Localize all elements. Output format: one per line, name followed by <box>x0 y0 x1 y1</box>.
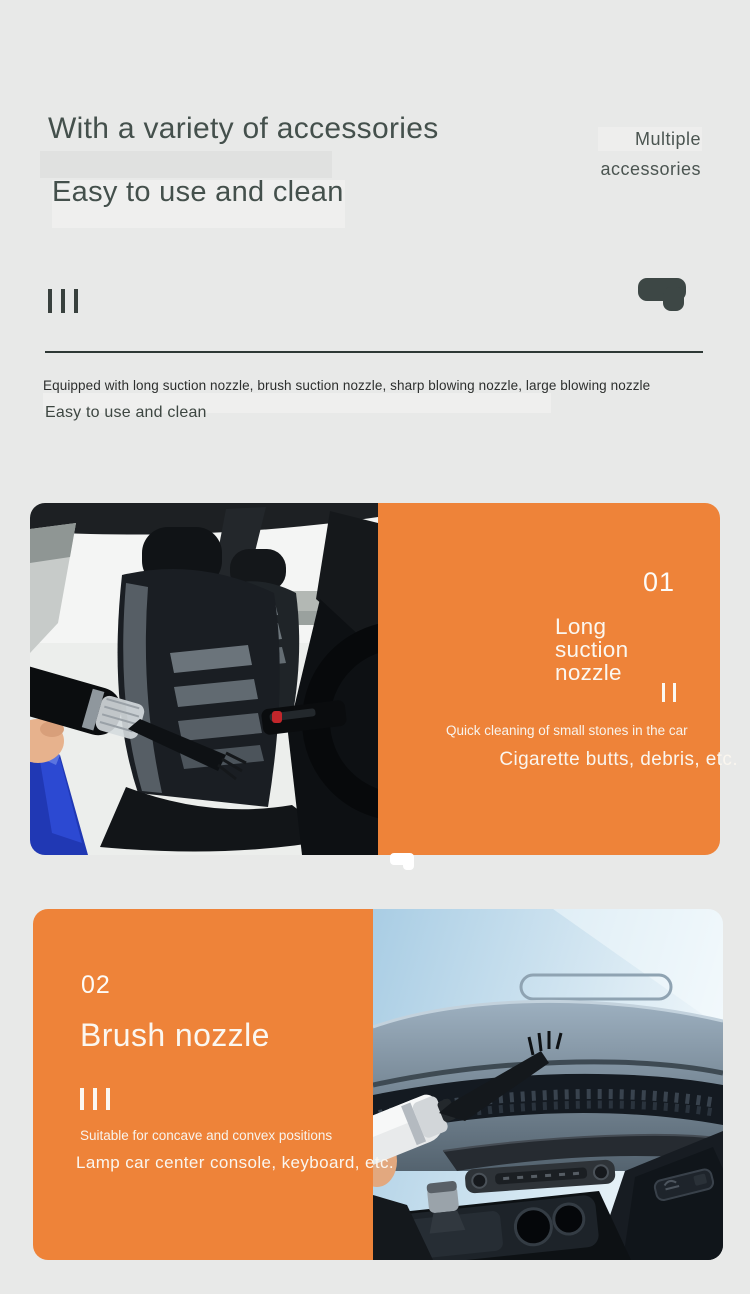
decorative-bars <box>80 1088 110 1110</box>
card2-desc2: Lamp car center console, keyboard, etc. <box>76 1153 394 1172</box>
decorative-bars <box>662 683 676 702</box>
side-note-line2: accessories <box>600 159 701 179</box>
page-title: With a variety of accessories <box>48 112 439 145</box>
card1-desc2: Cigarette butts, debris, etc. <box>499 749 738 770</box>
vacuum-mini-icon <box>389 852 416 871</box>
feature-card-brush-nozzle <box>33 909 723 1260</box>
side-note-line1: Multiple <box>634 129 701 149</box>
card1-number: 01 <box>642 567 675 597</box>
card2-photo-dashboard <box>373 909 723 1260</box>
side-note <box>600 124 701 184</box>
intro-line2: Easy to use and clean <box>45 404 207 421</box>
card1-text-panel <box>378 503 738 855</box>
decorative-bars <box>48 289 78 313</box>
card2-number: 02 <box>81 971 111 999</box>
intro-line1: Equipped with long suction nozzle, brush suction nozzle, sharp blowing nozzle, large blowing nozzle <box>43 378 651 393</box>
feature-card-long-suction-nozzle <box>30 503 738 855</box>
vacuum-silhouette-icon <box>636 276 688 312</box>
card1-photo-car-seats <box>30 503 378 855</box>
card2-title: Brush nozzle <box>80 1017 270 1053</box>
card1-desc1: Quick cleaning of small stones in the car <box>446 723 688 738</box>
divider-line <box>45 351 703 353</box>
card2-desc1: Suitable for concave and convex positions <box>80 1128 333 1143</box>
card1-title: Long suction nozzle <box>555 614 629 685</box>
card2-text-panel <box>33 909 394 1260</box>
highlight-block <box>40 151 332 178</box>
page-subtitle: Easy to use and clean <box>52 176 344 208</box>
